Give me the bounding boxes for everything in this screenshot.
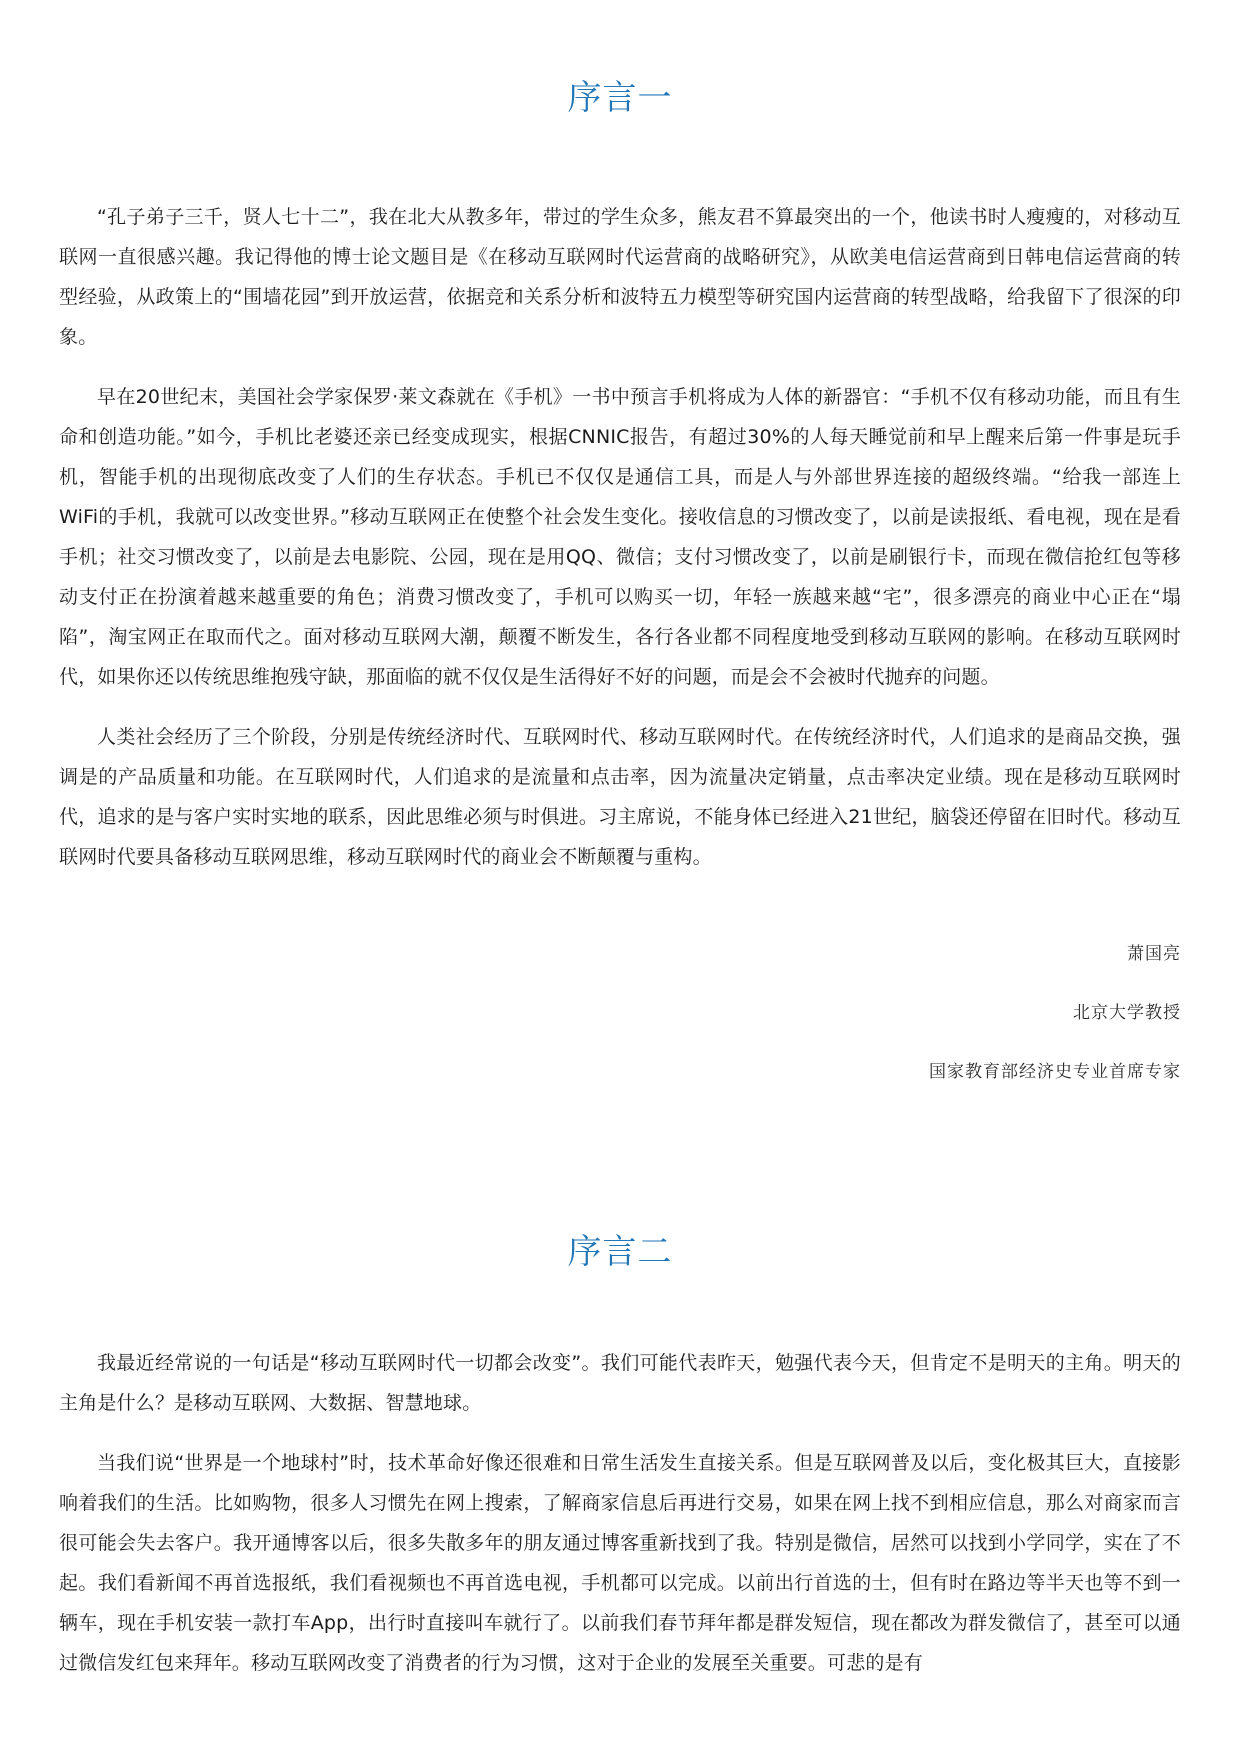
- preface-two-body: [59, 1343, 1181, 1703]
- signature-role: 国家教育部经济史专业首席专家: [929, 1062, 1181, 1082]
- preface-one-paragraph-1: “孔子弟子三千，贤人七十二”，我在北大从教多年，带过的学生众多，熊友君不算最突出的一个，他读书时人瘦瘦的，对移动互联网一直很感兴趣。我记得他的博士论文题目是《在移动互联网时代运营商的战略研究》，从欧美电信运营商到日韩电信运营商的转型经验，从政策上的“围墙花园”到开放运营，依据竞和关系分析和波特五力模型等研究国内运营商的转型战略，给我留下了很深的印象。: [59, 206, 1181, 348]
- signature-title: 北京大学教授: [1073, 1003, 1181, 1023]
- preface-one-body: [59, 197, 1181, 897]
- preface-two-paragraph-2: 当我们说“世界是一个地球村”时，技术革命好像还很难和日常生活发生直接关系。但是互联网普及以后，变化极其巨大，直接影响着我们的生活。比如购物，很多人习惯先在网上搜索，了解商家信息后再进行交易，如果在网上找不到相应信息，那么对商家而言很可能会失去客户。我开通博客以后，很多失散多年的朋友通过博客重新找到了我。特别是微信，居然可以找到小学同学，实在了不起。我们看新闻不再首选报纸，我们看视频也不再首选电视，手机都可以完成。以前出行首选的士，但有时在路边等半天也等不到一辆车，现在手机安装一款打车App，出行时直接叫车就行了。以前我们春节拜年都是群发短信，现在都改为群发微信了，甚至可以通过微信发红包来拜年。移动互联网改变了消费者的行为习惯，这对于企业的发展至关重要。可悲的是有: [59, 1452, 1181, 1674]
- preface-one-paragraph-3: 人类社会经历了三个阶段，分别是传统经济时代、互联网时代、移动互联网时代。在传统经济时代，人们追求的是商品交换，强调是的产品质量和功能。在互联网时代，人们追求的是流量和点击率，因为流量决定销量，点击率决定业绩。现在是移动互联网时代，追求的是与客户实时实地的联系，因此思维必须与时俱进。习主席说，不能身体已经进入21世纪，脑袋还停留在旧时代。移动互联网时代要具备移动互联网思维，移动互联网时代的商业会不断颠覆与重构。: [59, 726, 1181, 868]
- signature-name: 萧国亮: [1127, 944, 1181, 964]
- preface-two-paragraph-1: 我最近经常说的一句话是“移动互联网时代一切都会改变”。我们可能代表昨天，勉强代表今天，但肯定不是明天的主角。明天的主角是什么？是移动互联网、大数据、智慧地球。: [59, 1352, 1181, 1414]
- preface-two-title: 序言二: [567, 1232, 673, 1272]
- preface-one-paragraph-2: 早在20世纪末，美国社会学家保罗·莱文森就在《手机》一书中预言手机将成为人体的新器官：“手机不仅有移动功能，而且有生命和创造功能。”如今，手机比老婆还亲已经变成现实，根据CNNIC报告，有超过30%的人每天睡觉前和早上醒来后第一件事是玩手机，智能手机的出现彻底改变了人们的生存状态。手机已不仅仅是通信工具，而是人与外部世界连接的超级终端。“给我一部连上WiFi的手机，我就可以改变世界。”移动互联网正在使整个社会发生变化。接收信息的习惯改变了，以前是读报纸、看电视，现在是看手机；社交习惯改变了，以前是去电影院、公园，现在是用QQ、微信；支付习惯改变了，以前是刷银行卡，而现在微信抢红包等移动支付正在扮演着越来越重要的角色；消费习惯改变了，手机可以购买一切，年轻一族越来越“宅”，很多漂亮的商业中心正在“塌陷”，淘宝网正在取而代之。面对移动互联网大潮，颠覆不断发生，各行各业都不同程度地受到移动互联网的影响。在移动互联网时代，如果你还以传统思维抱残守缺，那面临的就不仅仅是生活得好不好的问题，而是会不会被时代抛弃的问题。: [59, 386, 1181, 688]
- preface-one-title: 序言一: [567, 78, 673, 118]
